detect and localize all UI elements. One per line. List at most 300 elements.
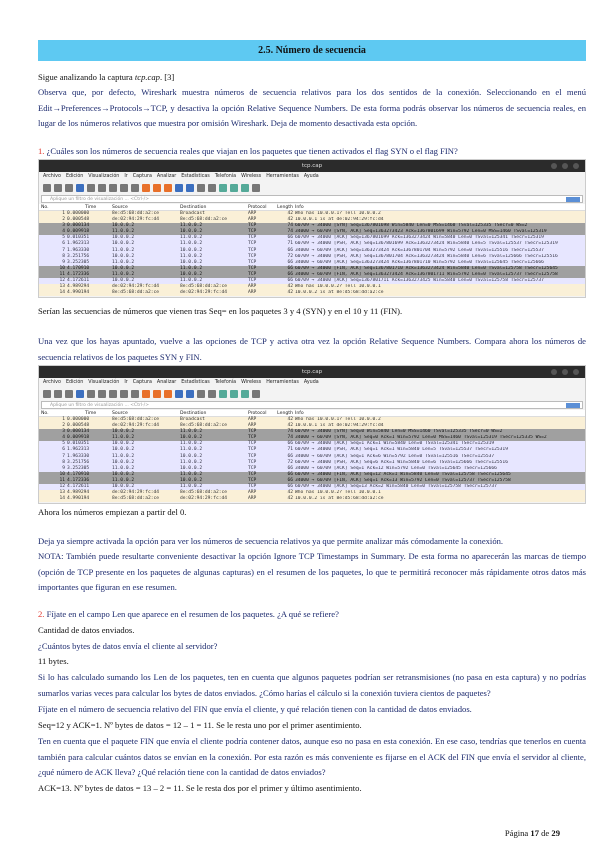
packet-cell: TCP xyxy=(248,259,257,265)
first-icon[interactable] xyxy=(175,184,183,192)
packet-cell: 3.251756 xyxy=(67,253,90,259)
packet-cell: 10.0.0.2 xyxy=(180,435,203,441)
menu-item[interactable]: Estadísticas xyxy=(181,380,210,385)
packet-cell: 10.0.0.2 xyxy=(112,235,135,241)
goto-icon[interactable] xyxy=(164,184,172,192)
note-2: NOTA: También puede resultarte conveniente desactivar la opción Ignore TCP Timestamps in Summary. De esta forma no aparecerán las marcas de tiempo (opción de TCP presente en los paquetes de algunas capturas) en el resumen de los paquetes, lo que te permitirá reconocer más rápidamente otros datos más importantes que figuran en ese resumen. xyxy=(38,551,586,593)
packet-cell: 60709 → 34000 [PSH, ACK] Seq=1367801704 Ack=1363273424 Win=5840 Len=6 TSval=125666 TSecr=125516 xyxy=(295,253,558,259)
packet-cell: 11.0.0.2 xyxy=(180,235,203,241)
packet-cell: 2 xyxy=(62,423,65,429)
packet-cell: 14 xyxy=(59,496,65,502)
packet-cell: 0.010351 xyxy=(67,441,90,447)
packet-cell: 11.0.0.2 xyxy=(112,271,135,277)
paragraph-fin-seq: Fíjate en el número de secuencia relativo del FIN que envía el cliente, y qué relación tienen con la cantidad de datos enviados. xyxy=(38,704,472,714)
menu-item[interactable]: Captura xyxy=(132,380,152,385)
packet-cell: 66 xyxy=(287,265,293,271)
packet-cell: de:02:94:29:fc:d4 xyxy=(112,217,160,223)
page-number: 17 xyxy=(530,828,539,838)
packet-cell: 1.963330 xyxy=(67,453,90,459)
packet-cell: 3.251756 xyxy=(67,459,90,465)
zoom-in-icon[interactable] xyxy=(219,184,227,192)
packet-cell: 34000 → 60709 [FIN, ACK] Seq=1363273424 Ack=1367801711 Win=5792 Len=0 TSval=125737 TSecr=125758 xyxy=(295,271,558,277)
packet-cell: 0.000000 xyxy=(67,211,90,216)
question-2b: ¿Cuántos bytes de datos envía el cliente al servidor? xyxy=(38,641,218,651)
last-icon[interactable] xyxy=(186,184,194,192)
resize-columns-icon[interactable] xyxy=(252,390,260,398)
packet-cell: ARP xyxy=(248,417,257,422)
packet-cell: 8 xyxy=(62,459,65,465)
packet-cell: 74 xyxy=(287,429,293,435)
shark-fin-start-icon[interactable] xyxy=(43,390,51,398)
column-header[interactable]: Info xyxy=(295,411,304,416)
packet-cell: 0.000548 xyxy=(67,423,90,429)
column-header[interactable]: Protocol xyxy=(248,205,267,210)
column-header[interactable]: Length xyxy=(277,205,293,210)
packet-cell: 6 xyxy=(62,447,65,453)
packet-cell: TCP xyxy=(248,253,257,259)
file-name: tcp.cap xyxy=(134,72,160,82)
last-icon[interactable] xyxy=(186,390,194,398)
column-header[interactable]: Source xyxy=(112,411,128,416)
packet-cell: 1.963330 xyxy=(67,247,90,253)
zoom-out-icon[interactable] xyxy=(230,184,238,192)
packet-cell: TCP xyxy=(248,235,257,241)
find-icon[interactable] xyxy=(131,390,139,398)
answer-2a: Cantidad de datos enviados. xyxy=(38,625,135,635)
window-controls xyxy=(551,163,579,169)
packet-cell: ARP xyxy=(248,284,257,290)
paragraph-fin-ack: Ten en cuenta que el paquete FIN que envía el cliente podría contener datos, aunque eso no pasa en esta conexión. En ese caso, tendrías que tenerlos en cuenta también para calcular cuántos datos se envían en la conexión. Por esta razón es más conveniente es fijarse en el ACK del FIN que envía el servidor al cliente, ¿qué número de ACK lleva? ¿Qué relación tiene con la cantidad de datos enviados? xyxy=(38,736,586,778)
menu-item[interactable]: Captura xyxy=(132,174,152,179)
packet-cell: 2 xyxy=(62,217,65,223)
packet-cell: 5 xyxy=(62,235,65,241)
window-controls xyxy=(551,369,579,375)
packet-cell: 11.0.0.2 xyxy=(180,278,203,284)
forward-icon[interactable] xyxy=(153,184,161,192)
stop-icon[interactable] xyxy=(54,184,62,192)
packet-cell: 3 xyxy=(62,223,65,229)
menu-item[interactable]: Wireless xyxy=(241,174,262,179)
packet-cell: de:02:94:29:fc:d4 xyxy=(112,490,160,496)
packet-cell: 1 xyxy=(62,417,65,422)
packet-cell: 10 xyxy=(59,471,65,477)
packet-cell: 66 xyxy=(287,453,293,459)
packet-cell: TCP xyxy=(248,465,257,471)
menu-item[interactable]: Archivo xyxy=(43,174,61,179)
question-text: Fíjate en el campo Len que aparece en el resumen de los paquetes. ¿A qué se refiere? xyxy=(44,609,339,619)
packet-cell: 11.0.0.2 xyxy=(180,265,203,271)
open-icon[interactable] xyxy=(87,390,95,398)
packet-cell: 11.0.0.2 xyxy=(180,484,203,490)
packet-cell: 4 xyxy=(62,435,65,441)
packet-cell: 11.0.0.2 xyxy=(112,229,135,235)
instruction-relative: Una vez que los hayas apuntado, vuelve a las opciones de TCP y activa otra vez la opción Relative Sequence Numbers. Compara ahora los números de secuencia relativos de los paquetes SYN y FIN. xyxy=(38,336,586,362)
packet-cell: 74 xyxy=(287,435,293,441)
packet-cell: 34000 → 60709 [SYN, ACK] Seq=0 Ack=1 Win=5792 Len=0 MSS=1460 TSval=125319 TSecr=125335 WS=2 xyxy=(295,435,547,441)
packet-cell: 4.172336 xyxy=(67,271,90,277)
packet-cell: 60709 → 34000 [SYN] Seq=1367801698 Win=5840 Len=0 MSS=1460 TSval=125335 TSecr=0 WS=2 xyxy=(295,223,528,229)
packet-cell: TCP xyxy=(248,278,257,284)
menu-bar xyxy=(39,172,585,181)
menu-item[interactable]: Edición xyxy=(65,174,84,179)
packet-cell: 10.0.0.2 xyxy=(112,429,135,435)
save-icon[interactable] xyxy=(98,184,106,192)
packet-cell: 0.000134 xyxy=(67,223,90,229)
colorize-icon[interactable] xyxy=(208,390,216,398)
packet-cell: 14 xyxy=(59,290,65,296)
packet-cell: 0.000000 xyxy=(67,417,90,422)
packet-cell: 10.0.0.2 xyxy=(112,265,135,271)
packet-cell: 11.0.0.2 xyxy=(180,429,203,435)
packet-cell: 10.0.0.2 xyxy=(112,441,135,447)
intro-line xyxy=(38,70,586,86)
close-file-icon[interactable] xyxy=(109,184,117,192)
menu-item[interactable]: Visualización xyxy=(88,174,120,179)
packet-cell: TCP xyxy=(248,265,257,271)
menu-bar xyxy=(39,378,585,387)
shark-fin-start-icon[interactable] xyxy=(43,184,51,192)
packet-cell: 74 xyxy=(287,223,293,229)
answer-2d: ACK=13. Nº bytes de datos = 13 – 2 = 11. Se le resta dos por el primer y último asentimiento. xyxy=(38,783,362,793)
packet-cell: 74 xyxy=(287,229,293,235)
packet-cell: 10.0.0.2 xyxy=(180,247,203,253)
column-header[interactable]: Time xyxy=(85,205,97,210)
packet-cell: 8e:d5:68:dd:a2:ce xyxy=(180,423,228,429)
packet-cell: 8e:d5:68:dd:a2:ce xyxy=(112,417,160,422)
packet-cell: ARP xyxy=(248,496,257,502)
packet-cell: 4.172611 xyxy=(67,278,90,284)
packet-cell: 60709 → 34000 [ACK] Seq=13 Ack=2 Win=5840 Len=0 TSval=125758 TSecr=125737 xyxy=(295,484,497,490)
packet-cell: 60709 → 34000 [SYN] Seq=0 Win=5840 Len=0 MSS=1460 TSval=125335 TSecr=0 WS=2 xyxy=(295,429,503,435)
filter-bookmark-button[interactable] xyxy=(566,403,580,408)
packet-cell: 66 xyxy=(287,271,293,277)
packet-row[interactable] xyxy=(39,496,585,502)
column-header[interactable]: Destination xyxy=(180,411,207,416)
restart-icon[interactable] xyxy=(65,390,73,398)
packet-cell: ARP xyxy=(248,211,257,216)
back-icon[interactable] xyxy=(142,390,150,398)
paragraph-retransmissions: Si lo has calculado sumando los Len de los paquetes, ten en cuenta que algunos paquetes podrían ser retransmisiones (no pasa en esta captura) y no podrías sumarlos varias veces para calcular los bytes de datos enviados. ¿Cómo harías el cálculo si la conexión tuviera cientos de paquetes? xyxy=(38,672,586,698)
packet-cell: 60709 → 34000 [FIN, ACK] Seq=12 Ack=1 Win=5840 Len=0 TSval=125758 TSecr=125645 xyxy=(295,471,511,477)
packet-cell: 8e:d5:68:dd:a2:ce xyxy=(112,211,160,216)
menu-item[interactable]: Telefonía xyxy=(214,380,237,385)
packet-cell: 10.0.0.2 xyxy=(112,223,135,229)
packet-cell: TCP xyxy=(248,229,257,235)
packet-cell: 10.0.0.2 xyxy=(112,447,135,453)
menu-item[interactable]: Ir xyxy=(124,380,128,385)
window-title: tcp.cap xyxy=(301,163,323,169)
packet-cell: 0.000134 xyxy=(67,429,90,435)
packet-cell: 66 xyxy=(287,278,293,284)
wireshark-screenshot-absolute xyxy=(38,159,586,298)
packet-cell: 34000 → 60709 [ACK] Seq=1363273424 Ack=1367801710 Win=5792 Len=0 TSval=125645 TSecr=125666 xyxy=(295,259,544,265)
section-heading: 2.5. Número de secuencia xyxy=(38,40,586,61)
packet-cell: 66 xyxy=(287,471,293,477)
filter-bookmark-button[interactable] xyxy=(566,197,580,202)
packet-cell: 9 xyxy=(62,259,65,265)
packet-cell: 3 xyxy=(62,429,65,435)
packet-cell: 66 xyxy=(287,484,293,490)
answer-1: Serían las secuencias de números que vienen tras Seq= en los paquetes 3 y 4 (SYN) y en el 10 y 11 (FIN). xyxy=(38,306,403,316)
packet-cell: 60709 → 34000 [ACK] Seq=1 Ack=1 Win=5840 Len=0 TSval=125341 TSecr=125319 xyxy=(295,441,495,447)
packet-cell: 12 xyxy=(59,278,65,284)
close-button[interactable] xyxy=(573,369,579,375)
answer-2b: 11 bytes. xyxy=(38,656,69,666)
packet-cell: 10.0.0.2 is at 8e:d5:68:dd:a2:ce xyxy=(295,290,384,296)
packet-cell: 42 xyxy=(287,217,293,223)
close-button[interactable] xyxy=(573,163,579,169)
menu-item[interactable]: Visualización xyxy=(88,380,120,385)
autoscroll-icon[interactable] xyxy=(197,184,205,192)
column-header[interactable]: No. xyxy=(41,205,49,210)
packet-cell: 7 xyxy=(62,247,65,253)
packet-cell: 10 xyxy=(59,265,65,271)
packet-cell: 11.0.0.2 xyxy=(112,247,135,253)
packet-cell: 34000 → 60709 [ACK] Seq=1 Ack=12 Win=5792 Len=0 TSval=125645 TSecr=125666 xyxy=(295,465,497,471)
packet-cell: 10.0.0.2 xyxy=(112,484,135,490)
options-icon[interactable] xyxy=(76,390,84,398)
packet-cell: 4.170910 xyxy=(67,471,90,477)
minimize-button[interactable] xyxy=(551,163,557,169)
packet-cell: 0.000548 xyxy=(67,217,90,223)
menu-item[interactable]: Telefonía xyxy=(214,174,237,179)
packet-cell: 4.989294 xyxy=(67,284,90,290)
wireshark-screenshot-relative xyxy=(38,365,586,504)
packet-cell: TCP xyxy=(248,429,257,435)
maximize-button[interactable] xyxy=(562,163,568,169)
packet-cell: 3.252305 xyxy=(67,259,90,265)
packet-cell: 8e:d5:68:dd:a2:ce xyxy=(180,217,228,223)
packet-cell: 4.172611 xyxy=(67,484,90,490)
intro-paragraph: Observa que, por defecto, Wireshark muestra números de secuencia relativos para los dos sentidos de la conexión. Seleccionando en el menú Edit→Preferences→Protocols→TCP, y desactiva la opción Relative Sequence Numbers. De esta forma podrás observar los números de secuencia reales, en lugar de los números relativos que muestra por omisión Wireshark. Deja de momento desactivada esta opción. xyxy=(38,87,586,129)
reload-icon[interactable] xyxy=(120,184,128,192)
packet-cell: de:02:94:29:fc:d4 xyxy=(180,496,228,502)
note-1: Deja ya siempre activada la opción para ver los números de secuencia relativos ya que permite analizar más cómodamente la conexión. xyxy=(38,536,504,546)
packet-cell: 11 xyxy=(59,271,65,277)
packet-cell: 71 xyxy=(287,447,293,453)
reload-icon[interactable] xyxy=(120,390,128,398)
first-icon[interactable] xyxy=(175,390,183,398)
packet-cell: 72 xyxy=(287,459,293,465)
packet-cell: 4.990194 xyxy=(67,290,90,296)
packet-cell: 11.0.0.2 xyxy=(112,465,135,471)
restart-icon[interactable] xyxy=(65,184,73,192)
packet-cell: 11.0.0.2 xyxy=(112,259,135,265)
packet-cell: 11.0.0.2 xyxy=(112,453,135,459)
packet-cell: 10.0.0.2 xyxy=(180,465,203,471)
packet-cell: TCP xyxy=(248,435,257,441)
stop-icon[interactable] xyxy=(54,390,62,398)
column-header[interactable]: Info xyxy=(295,205,304,210)
packet-cell: 10.0.0.2 xyxy=(112,253,135,259)
maximize-button[interactable] xyxy=(562,369,568,375)
question-text: ¿Cuáles son los números de secuencia reales que viajan en los paquetes que tienen activados el flag SYN o el flag FIN? xyxy=(44,146,458,156)
column-header[interactable]: Protocol xyxy=(248,411,267,416)
packet-cell: TCP xyxy=(248,484,257,490)
forward-icon[interactable] xyxy=(153,390,161,398)
footer-sep: de xyxy=(538,828,552,838)
minimize-button[interactable] xyxy=(551,369,557,375)
packet-cell: ARP xyxy=(248,217,257,223)
zoom-reset-icon[interactable] xyxy=(241,184,249,192)
column-header[interactable]: Source xyxy=(112,205,128,210)
packet-cell: 9 xyxy=(62,465,65,471)
packet-cell: 13 xyxy=(59,490,65,496)
packet-cell: 8e:d5:68:dd:a2:ce xyxy=(112,496,160,502)
window-titlebar xyxy=(39,160,585,172)
packet-cell: 10.0.0.1 is at de:02:94:29:fc:d4 xyxy=(295,217,384,223)
packet-cell: 10.0.0.2 xyxy=(180,229,203,235)
close-file-icon[interactable] xyxy=(109,390,117,398)
packet-cell: ARP xyxy=(248,490,257,496)
display-filter-input[interactable]: Aplique un filtro de visualización ... <Ctrl-/> xyxy=(41,401,583,409)
packet-cell: 4.170910 xyxy=(67,265,90,271)
menu-item[interactable]: Herramientas xyxy=(266,174,299,179)
packet-cell: 66 xyxy=(287,247,293,253)
column-header[interactable]: No. xyxy=(41,411,49,416)
packet-cell: 8e:d5:68:dd:a2:ce xyxy=(112,290,160,296)
packet-cell: 7 xyxy=(62,453,65,459)
packet-cell: 0.009918 xyxy=(67,229,90,235)
packet-cell: Broadcast xyxy=(180,211,205,216)
packet-cell: 66 xyxy=(287,259,293,265)
packet-cell: 8e:d5:68:dd:a2:ce xyxy=(180,490,228,496)
colorize-icon[interactable] xyxy=(208,184,216,192)
packet-cell: 11.0.0.2 xyxy=(180,459,203,465)
page-total: 29 xyxy=(551,828,560,838)
packet-cell: 42 xyxy=(287,496,293,502)
packet-cell: 10.0.0.2 xyxy=(112,459,135,465)
packet-cell: 0.010351 xyxy=(67,235,90,241)
packet-cell: 10.0.0.2 xyxy=(112,471,135,477)
packet-cell: de:02:94:29:fc:d4 xyxy=(112,284,160,290)
menu-item[interactable]: Estadísticas xyxy=(181,174,210,179)
back-icon[interactable] xyxy=(142,184,150,192)
open-icon[interactable] xyxy=(87,184,95,192)
packet-cell: de:02:94:29:fc:d4 xyxy=(112,423,160,429)
question-number: 1. xyxy=(38,146,45,156)
packet-cell: 10.0.0.2 xyxy=(180,477,203,483)
packet-cell: 11 xyxy=(59,477,65,483)
intro-text: Sigue analizando la captura xyxy=(38,72,135,82)
packet-cell: 60709 → 34000 [PSH, ACK] Seq=1 Ack=1 Win=5840 Len=5 TSval=125537 TSecr=125319 xyxy=(295,447,508,453)
menu-item[interactable]: Analizar xyxy=(156,174,177,179)
zoom-in-icon[interactable] xyxy=(219,390,227,398)
packet-cell: 11.0.0.2 xyxy=(180,253,203,259)
packet-cell: 34000 → 60709 [FIN, ACK] Seq=1 Ack=13 Win=5792 Len=0 TSval=125737 TSecr=125758 xyxy=(295,477,511,483)
autoscroll-icon[interactable] xyxy=(197,390,205,398)
packet-cell: TCP xyxy=(248,471,257,477)
page-footer xyxy=(505,828,560,838)
packet-cell: TCP xyxy=(248,453,257,459)
packet-cell: 10.0.0.2 xyxy=(180,271,203,277)
column-header[interactable]: Length xyxy=(277,411,293,416)
packet-cell: 10.0.0.2 xyxy=(180,259,203,265)
packet-cell: ARP xyxy=(248,423,257,429)
packet-cell: 60709 → 34000 [ACK] Seq=1367801699 Ack=1363273424 Win=5840 Len=0 TSval=125341 TSecr=125319 xyxy=(295,235,544,241)
packet-cell: Who has 10.0.0.1? Tell 10.0.0.2 xyxy=(295,211,381,216)
packet-cell: 42 xyxy=(287,290,293,296)
menu-item[interactable]: Ayuda xyxy=(303,174,319,179)
packet-cell: 11.0.0.2 xyxy=(112,477,135,483)
packet-cell: 66 xyxy=(287,235,293,241)
packet-cell: 10.0.0.2 is at 8e:d5:68:dd:a2:ce xyxy=(295,496,384,502)
packet-list-header xyxy=(39,410,585,417)
packet-cell: 10.0.0.1 is at de:02:94:29:fc:d4 xyxy=(295,423,384,429)
packet-cell: 34000 → 60709 [SYN, ACK] Seq=1363273423 Ack=1367801699 Win=5792 Len=0 MSS=1460 TSval=125319 xyxy=(295,229,547,235)
packet-cell: 4.990194 xyxy=(67,496,90,502)
packet-cell: 71 xyxy=(287,241,293,247)
find-icon[interactable] xyxy=(131,184,139,192)
intro-ref: . [3] xyxy=(159,72,175,82)
menu-item[interactable]: Edición xyxy=(65,380,84,385)
menu-item[interactable]: Ayuda xyxy=(303,380,319,385)
packet-cell: 72 xyxy=(287,253,293,259)
packet-cell: Who has 10.0.0.2? Tell 10.0.0.1 xyxy=(295,284,381,290)
save-icon[interactable] xyxy=(98,390,106,398)
menu-item[interactable]: Herramientas xyxy=(266,380,299,385)
packet-cell: TCP xyxy=(248,241,257,247)
packet-cell: 11.0.0.2 xyxy=(180,223,203,229)
packet-row[interactable] xyxy=(39,290,585,296)
packet-cell: Who has 10.0.0.1? Tell 10.0.0.2 xyxy=(295,417,381,422)
options-icon[interactable] xyxy=(76,184,84,192)
packet-cell: TCP xyxy=(248,223,257,229)
packet-cell: TCP xyxy=(248,247,257,253)
packet-cell: 60709 → 34000 [FIN, ACK] Seq=1367801710 Ack=1363273424 Win=5840 Len=0 TSval=125758 TSecr=125645 xyxy=(295,265,558,271)
packet-cell: 60709 → 34000 [PSH, ACK] Seq=1367801699 Ack=1363273424 Win=5840 Len=5 TSval=125537 TSecr=125319 xyxy=(295,241,558,247)
packet-cell: TCP xyxy=(248,441,257,447)
resize-columns-icon[interactable] xyxy=(252,184,260,192)
packet-cell: 4.989294 xyxy=(67,490,90,496)
packet-cell: 6 xyxy=(62,241,65,247)
packet-cell: 8 xyxy=(62,253,65,259)
menu-item[interactable]: Analizar xyxy=(156,380,177,385)
column-header[interactable]: Time xyxy=(85,411,97,416)
packet-cell: 11.0.0.2 xyxy=(112,435,135,441)
question-2 xyxy=(38,607,586,623)
packet-cell: ARP xyxy=(248,290,257,296)
packet-cell: 1 xyxy=(62,211,65,216)
answer-2c: Seq=12 y ACK=1. Nº bytes de datos = 12 – 1 = 11. Se le resta uno por el primer asentimiento. xyxy=(38,720,362,730)
packet-cell: TCP xyxy=(248,271,257,277)
packet-cell: 42 xyxy=(287,211,293,216)
packet-cell: 60709 → 34000 [PSH, ACK] Seq=6 Ack=1 Win=5840 Len=6 TSval=125666 TSecr=125516 xyxy=(295,459,508,465)
packet-cell: Broadcast xyxy=(180,417,205,422)
column-header[interactable]: Destination xyxy=(180,205,207,210)
menu-item[interactable]: Wireless xyxy=(241,380,262,385)
packet-cell: 10.0.0.2 xyxy=(112,278,135,284)
packet-cell: 12 xyxy=(59,484,65,490)
packet-cell: 42 xyxy=(287,284,293,290)
packet-cell: 4 xyxy=(62,229,65,235)
packet-cell: 4.172336 xyxy=(67,477,90,483)
packet-cell: 3.252305 xyxy=(67,465,90,471)
packet-cell: de:02:94:29:fc:d4 xyxy=(180,290,228,296)
zoom-out-icon[interactable] xyxy=(230,390,238,398)
packet-list-header xyxy=(39,204,585,211)
menu-item[interactable]: Ir xyxy=(124,174,128,179)
packet-cell: 66 xyxy=(287,477,293,483)
packet-cell: 11.0.0.2 xyxy=(180,241,203,247)
display-filter-input[interactable]: Aplique un filtro de visualización ... <Ctrl-/> xyxy=(41,195,583,203)
packet-cell: 13 xyxy=(59,284,65,290)
packet-cell: 66 xyxy=(287,441,293,447)
question-1 xyxy=(38,144,586,160)
menu-item[interactable]: Archivo xyxy=(43,380,61,385)
zoom-reset-icon[interactable] xyxy=(241,390,249,398)
goto-icon[interactable] xyxy=(164,390,172,398)
